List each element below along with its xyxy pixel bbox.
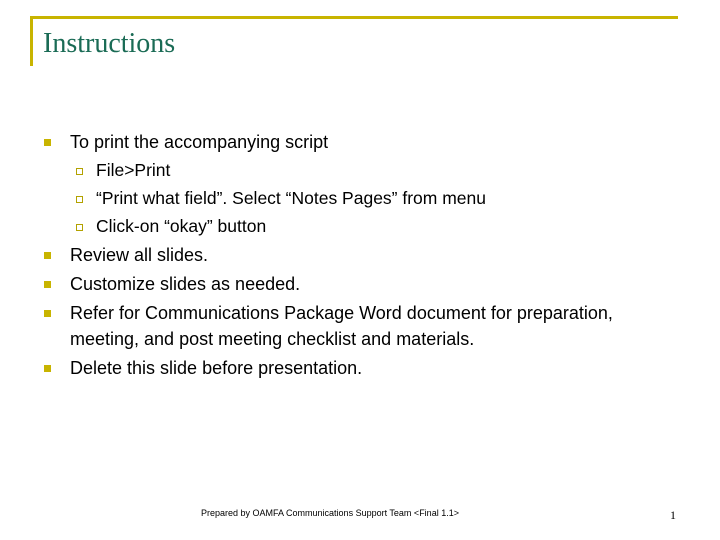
square-bullet-icon [44, 281, 51, 288]
list-item-text: Refer for Communications Package Word document for preparation, meeting, and post meeting checklist and materials. [70, 303, 613, 349]
square-bullet-icon [44, 139, 51, 146]
hollow-square-bullet-icon [76, 224, 83, 231]
square-bullet-icon [44, 310, 51, 317]
bullet-list [0, 129, 720, 384]
list-item-text: To print the accompanying script [70, 132, 329, 152]
list-item-text: Delete this slide before presentation. [70, 358, 363, 378]
square-bullet-icon [44, 365, 51, 372]
list-item [0, 242, 680, 268]
sub-list [70, 157, 680, 239]
hollow-square-bullet-icon [76, 168, 83, 175]
square-bullet-icon [44, 252, 51, 259]
list-item-text: Review all slides. [70, 245, 209, 265]
sub-list-item-text: File>Print [96, 160, 171, 180]
sub-list-item-text: “Print what field”. Select “Notes Pages” from menu [96, 188, 487, 208]
list-item [0, 271, 680, 297]
page-number: 1 [670, 508, 676, 522]
sub-list-item-text: Click-on “okay” button [96, 216, 267, 236]
sub-list-item [70, 157, 680, 183]
top-accent-rule [30, 16, 678, 19]
hollow-square-bullet-icon [76, 196, 83, 203]
left-accent-rule [30, 16, 33, 66]
list-item [0, 355, 680, 381]
list-item [0, 129, 680, 239]
sub-list-item [70, 213, 680, 239]
sub-list-item [70, 185, 680, 211]
list-item [0, 300, 680, 352]
slide-title: Instructions [43, 28, 176, 59]
list-item-text: Customize slides as needed. [70, 274, 301, 294]
footer-text: Prepared by OAMFA Communications Support Team <Final 1.1> [201, 508, 459, 518]
